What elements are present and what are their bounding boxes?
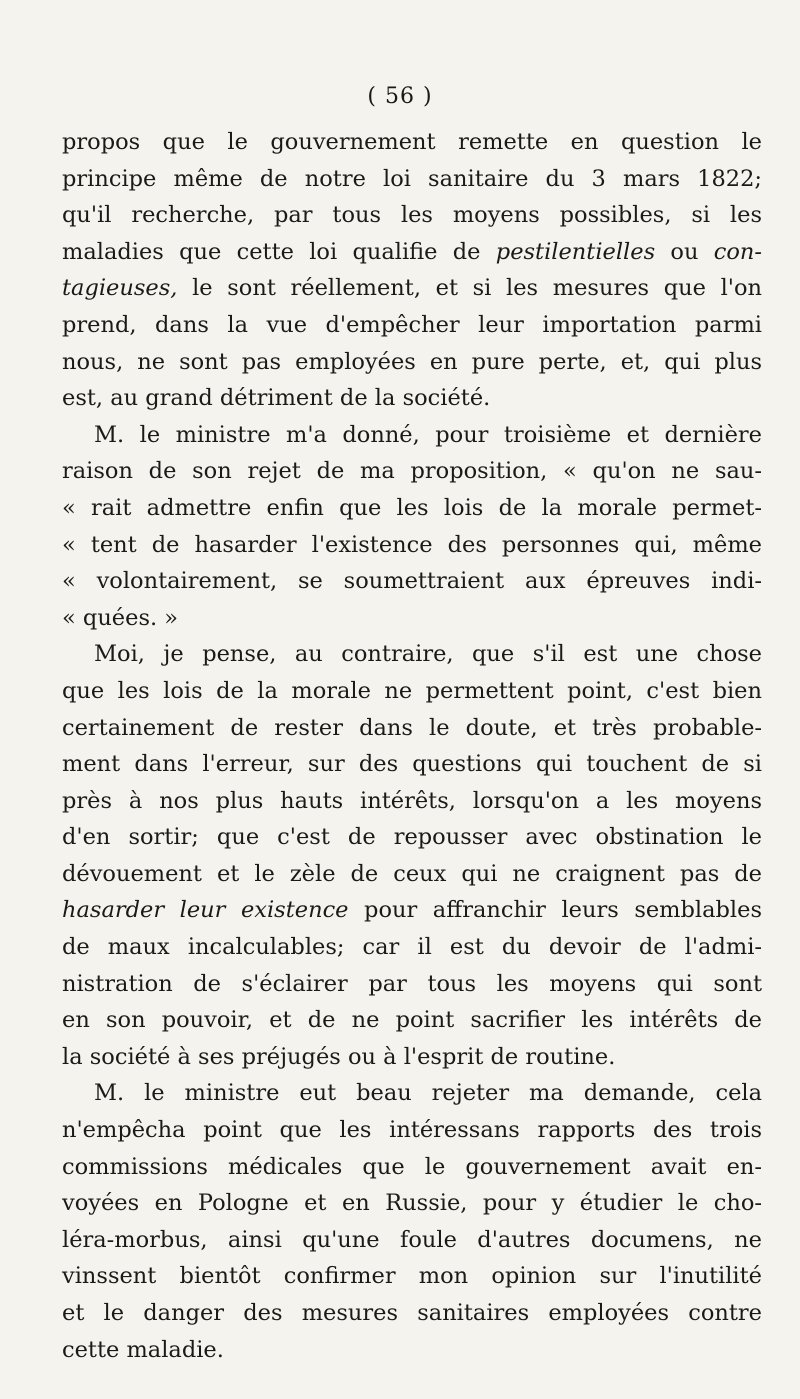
- italic-term: pestilentielles: [495, 238, 656, 265]
- text-run: pour affranchir leurs semblables: [348, 897, 762, 924]
- text-run: maladies que cette loi qualifie de: [62, 238, 496, 265]
- body-text: [62, 124, 762, 1368]
- text-line-mixed: [62, 892, 762, 929]
- text-line: ment dans l'erreur, sur des questions qui touchent de si: [62, 751, 762, 778]
- text-line: que les lois de la morale ne permettent point, c'est bien: [62, 677, 762, 704]
- text-line: et le danger des mesures sanitaires employées contre: [62, 1300, 762, 1326]
- text-line: nistration de s'éclairer par tous les moyens qui sont: [62, 970, 762, 997]
- text-line: dévouement et le zèle de ceux qui ne craignent pas de: [62, 860, 762, 887]
- text-line: « rait admettre enfin que les lois de la morale permet-: [62, 494, 762, 521]
- paragraph-3: [62, 636, 762, 1075]
- text-line: en son pouvoir, et de ne point sacrifier les intérêts de: [62, 1007, 762, 1034]
- text-line: propos que le gouvernement remette en question le: [62, 129, 762, 155]
- italic-term: hasarder leur existence: [62, 897, 349, 924]
- text-line: certainement de rester dans le doute, et très probable-: [62, 714, 762, 741]
- text-line: prend, dans la vue d'empêcher leur importation parmi: [62, 311, 762, 338]
- text-line: M. le ministre m'a donné, pour troisième et dernière: [94, 421, 762, 448]
- text-line: qu'il recherche, par tous les moyens possibles, si les: [62, 202, 762, 229]
- text-line: de maux incalculables; car il est du devoir de l'admi-: [62, 934, 762, 961]
- text-line: « quées. »: [62, 604, 179, 631]
- text-line: « tent de hasarder l'existence des personnes qui, même: [62, 531, 762, 558]
- text-run: ou: [655, 238, 714, 265]
- text-line: vinssent bientôt confirmer mon opinion sur l'inutilité: [62, 1263, 762, 1290]
- italic-term: con-: [713, 238, 762, 265]
- text-line: cette maladie.: [62, 1336, 224, 1363]
- text-line-mixed: [62, 270, 762, 307]
- text-line: raison de son rejet de ma proposition, « qu'on ne sau-: [62, 458, 762, 485]
- page-number: ( 56 ): [367, 84, 433, 109]
- paragraph-2: [62, 417, 762, 637]
- text-line-mixed: [62, 234, 762, 271]
- text-line: principe même de notre loi sanitaire du 3 mars 1822;: [62, 165, 762, 192]
- text-line: n'empêcha point que les intéressans rapports des trois: [62, 1117, 762, 1144]
- italic-term: tagieuses,: [62, 275, 178, 302]
- text-line: est, au grand détriment de la société.: [62, 385, 491, 412]
- text-line: d'en sortir; que c'est de repousser avec obstination le: [62, 824, 762, 851]
- text-line: léra-morbus, ainsi qu'une foule d'autres documens, ne: [62, 1226, 762, 1253]
- text-line: voyées en Pologne et en Russie, pour y étudier le cho-: [62, 1190, 762, 1217]
- paragraph-4: [62, 1075, 762, 1368]
- text-line: « volontairement, se soumettraient aux épreuves indi-: [62, 568, 762, 595]
- text-line: Moi, je pense, au contraire, que s'il est une chose: [94, 641, 762, 668]
- text-line: près à nos plus hauts intérêts, lorsqu'on a les moyens: [62, 787, 762, 814]
- text-run: le sont réellement, et si les mesures que l'on: [177, 275, 762, 302]
- text-line: la société à ses préjugés ou à l'esprit de routine.: [62, 1043, 616, 1070]
- text-line: nous, ne sont pas employées en pure perte, et, qui plus: [62, 348, 762, 375]
- paragraph-1: [62, 124, 762, 417]
- text-line: commissions médicales que le gouvernement avait en-: [62, 1153, 762, 1180]
- text-line: M. le ministre eut beau rejeter ma demande, cela: [94, 1080, 762, 1107]
